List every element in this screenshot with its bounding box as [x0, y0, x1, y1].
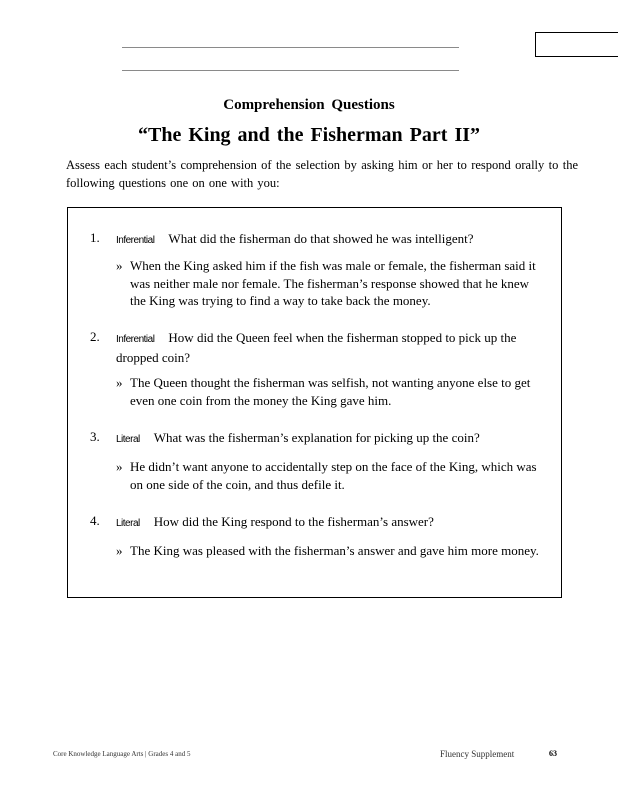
- bullet-icon: »: [116, 543, 123, 558]
- question-text: How did the King respond to the fisherman’s answer?: [153, 514, 434, 529]
- answer-3: [116, 458, 548, 493]
- corner-box: [535, 32, 618, 57]
- question-number: 3.: [90, 429, 100, 444]
- page-number: 63: [549, 749, 557, 758]
- bullet-icon: »: [116, 258, 123, 273]
- question-type: Inferential: [116, 334, 155, 345]
- name-line: [122, 47, 459, 48]
- answer-4: [116, 542, 548, 560]
- footer-section: Fluency Supplement: [440, 749, 515, 759]
- answer-text: When the King asked him if the fish was male or female, the fisherman said it was neither male nor female. The fisherman’s response showed that he knew the King was trying to find a way to take back the money.: [130, 258, 536, 308]
- question-1: [90, 230, 548, 250]
- answer-2: [116, 374, 548, 409]
- question-number: 2.: [90, 329, 100, 344]
- question-type: Literal: [116, 434, 140, 445]
- question-type: Inferential: [116, 235, 155, 246]
- answer-text: He didn’t want anyone to accidentally step on the face of the King, which was on one side of the coin, and thus defile it.: [130, 459, 537, 492]
- answer-1: [116, 257, 548, 310]
- date-line: [122, 70, 459, 71]
- question-text: How did the Queen feel when the fisherman stopped to pick up the dropped coin?: [116, 330, 517, 365]
- question-3: [90, 429, 548, 449]
- question-type: Literal: [116, 518, 140, 529]
- answer-text: The King was pleased with the fisherman’s answer and gave him more money.: [130, 543, 539, 558]
- questions-box: [67, 207, 562, 598]
- answer-text: The Queen thought the fisherman was selfish, not wanting anyone else to get even one coin from the money the King gave him.: [130, 375, 531, 408]
- bullet-icon: »: [116, 375, 123, 390]
- question-4: [90, 513, 548, 533]
- question-number: 1.: [90, 230, 100, 245]
- question-text: What did the fisherman do that showed he was intelligent?: [168, 231, 474, 246]
- intro-text: Assess each student’s comprehension of the selection by asking him or her to respond orally to the following questions one on one with you:: [66, 158, 578, 190]
- footer-source: Core Knowledge Language Arts | Grades 4 and 5: [53, 750, 191, 758]
- section-heading: Comprehension Questions: [223, 97, 395, 113]
- question-number: 4.: [90, 513, 100, 528]
- bullet-icon: »: [116, 459, 123, 474]
- question-text: What was the fisherman’s explanation for picking up the coin?: [153, 430, 480, 445]
- page-title: “The King and the Fisherman Part II”: [137, 124, 481, 146]
- question-2: [90, 329, 548, 367]
